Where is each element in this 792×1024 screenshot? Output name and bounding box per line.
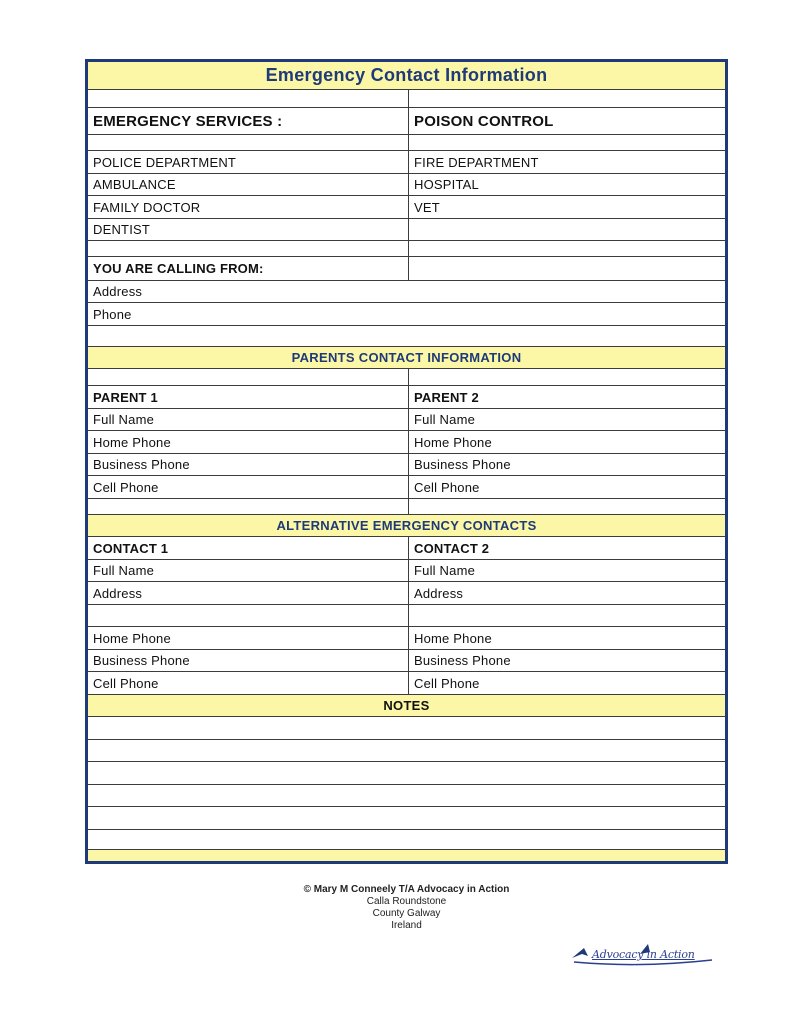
contact2-business-phone-field[interactable]: Business Phone bbox=[414, 653, 511, 668]
notes-line[interactable] bbox=[88, 762, 725, 785]
contact-field-row bbox=[88, 560, 725, 582]
phone-field[interactable]: Phone bbox=[93, 306, 132, 322]
alt-contacts-header-band bbox=[88, 515, 725, 537]
contact1-address-field[interactable]: Address bbox=[88, 582, 409, 604]
contact-field-row bbox=[88, 650, 725, 672]
parent1-cell-phone-field[interactable]: Cell Phone bbox=[88, 476, 409, 498]
spacer-row bbox=[88, 499, 725, 515]
spacer-row bbox=[88, 90, 725, 108]
parent-field-row bbox=[88, 454, 725, 476]
contact1-business-phone-field[interactable]: Business Phone bbox=[88, 650, 409, 671]
form-title-band bbox=[88, 62, 725, 90]
poison-control-field[interactable]: POISON CONTROL bbox=[414, 112, 554, 130]
contact1-label: CONTACT 1 bbox=[88, 537, 409, 559]
notes-header-band bbox=[88, 695, 725, 717]
calling-from-blank[interactable] bbox=[409, 257, 725, 280]
spacer-row bbox=[88, 369, 725, 386]
hospital-field[interactable]: HOSPITAL bbox=[414, 177, 479, 192]
service-row bbox=[88, 219, 725, 241]
spacer-row bbox=[88, 326, 725, 347]
address-field[interactable]: Address bbox=[93, 284, 143, 299]
parent1-home-phone-field[interactable]: Home Phone bbox=[88, 431, 409, 453]
contact2-cell-phone-field[interactable]: Cell Phone bbox=[414, 675, 480, 691]
advocacy-logo bbox=[570, 942, 715, 970]
spacer-row bbox=[88, 241, 725, 257]
service-row bbox=[88, 196, 725, 219]
contact2-address-line2[interactable] bbox=[409, 605, 725, 626]
logo-text: Advocacy in Action bbox=[592, 948, 695, 961]
contact-field-row bbox=[88, 605, 725, 627]
parent2-cell-phone-field[interactable]: Cell Phone bbox=[414, 479, 480, 495]
blank-service-field[interactable] bbox=[409, 219, 725, 240]
form-title: Emergency Contact Information bbox=[265, 65, 548, 85]
fire-department-field[interactable]: FIRE DEPARTMENT bbox=[414, 154, 539, 170]
parent2-full-name-field[interactable]: Full Name bbox=[414, 412, 476, 427]
parent-field-row bbox=[88, 409, 725, 431]
family-doctor-field[interactable]: FAMILY DOCTOR bbox=[88, 196, 409, 218]
contact-labels-row bbox=[88, 537, 725, 560]
contact1-home-phone-field[interactable]: Home Phone bbox=[88, 627, 409, 649]
contact-field-row bbox=[88, 672, 725, 695]
parent2-home-phone-field[interactable]: Home Phone bbox=[414, 434, 492, 450]
footer bbox=[200, 884, 613, 932]
parents-header: PARENTS CONTACT INFORMATION bbox=[291, 350, 522, 365]
emergency-services-row bbox=[88, 108, 725, 135]
notes-line[interactable] bbox=[88, 830, 725, 850]
footer-copyright: © Mary M Conneely T/A Advocacy in Action bbox=[303, 884, 510, 895]
parent1-full-name-field[interactable]: Full Name bbox=[88, 409, 409, 430]
parent1-label: PARENT 1 bbox=[88, 386, 409, 408]
address-row bbox=[88, 281, 725, 303]
footer-line3: County Galway bbox=[372, 908, 441, 919]
ambulance-field[interactable]: AMBULANCE bbox=[88, 174, 409, 195]
emergency-contact-form bbox=[85, 59, 728, 864]
contact-field-row bbox=[88, 582, 725, 605]
service-row bbox=[88, 174, 725, 196]
emergency-services-label: EMERGENCY SERVICES : bbox=[88, 108, 409, 134]
service-row bbox=[88, 151, 725, 174]
contact1-cell-phone-field[interactable]: Cell Phone bbox=[88, 672, 409, 694]
calling-from-row bbox=[88, 257, 725, 281]
notes-line[interactable] bbox=[88, 807, 725, 830]
parent-field-row bbox=[88, 431, 725, 454]
spacer-row bbox=[88, 135, 725, 151]
parent2-business-phone-field[interactable]: Business Phone bbox=[414, 457, 511, 472]
contact2-label: CONTACT 2 bbox=[414, 540, 490, 556]
contact2-home-phone-field[interactable]: Home Phone bbox=[414, 630, 492, 646]
notes-line[interactable] bbox=[88, 740, 725, 762]
parent-field-row bbox=[88, 476, 725, 499]
calling-from-label: YOU ARE CALLING FROM: bbox=[88, 257, 409, 280]
contact1-full-name-field[interactable]: Full Name bbox=[88, 560, 409, 581]
dentist-field[interactable]: DENTIST bbox=[88, 219, 409, 240]
vet-field[interactable]: VET bbox=[414, 199, 440, 215]
notes-header: NOTES bbox=[383, 698, 430, 713]
footer-line2: Calla Roundstone bbox=[366, 896, 447, 907]
notes-line[interactable] bbox=[88, 785, 725, 807]
police-department-field[interactable]: POLICE DEPARTMENT bbox=[88, 151, 409, 173]
notes-line[interactable] bbox=[88, 717, 725, 740]
footer-line4: Ireland bbox=[391, 920, 422, 931]
contact-field-row bbox=[88, 627, 725, 650]
contact2-address-field[interactable]: Address bbox=[414, 585, 464, 601]
phone-row bbox=[88, 303, 725, 326]
contact2-full-name-field[interactable]: Full Name bbox=[414, 563, 476, 578]
alt-contacts-header: ALTERNATIVE EMERGENCY CONTACTS bbox=[276, 518, 537, 533]
parent-labels-row bbox=[88, 386, 725, 409]
parent2-label: PARENT 2 bbox=[414, 389, 479, 405]
bottom-band bbox=[88, 850, 725, 861]
parents-header-band bbox=[88, 347, 725, 369]
parent1-business-phone-field[interactable]: Business Phone bbox=[88, 454, 409, 475]
contact1-address-line2[interactable] bbox=[88, 605, 409, 626]
